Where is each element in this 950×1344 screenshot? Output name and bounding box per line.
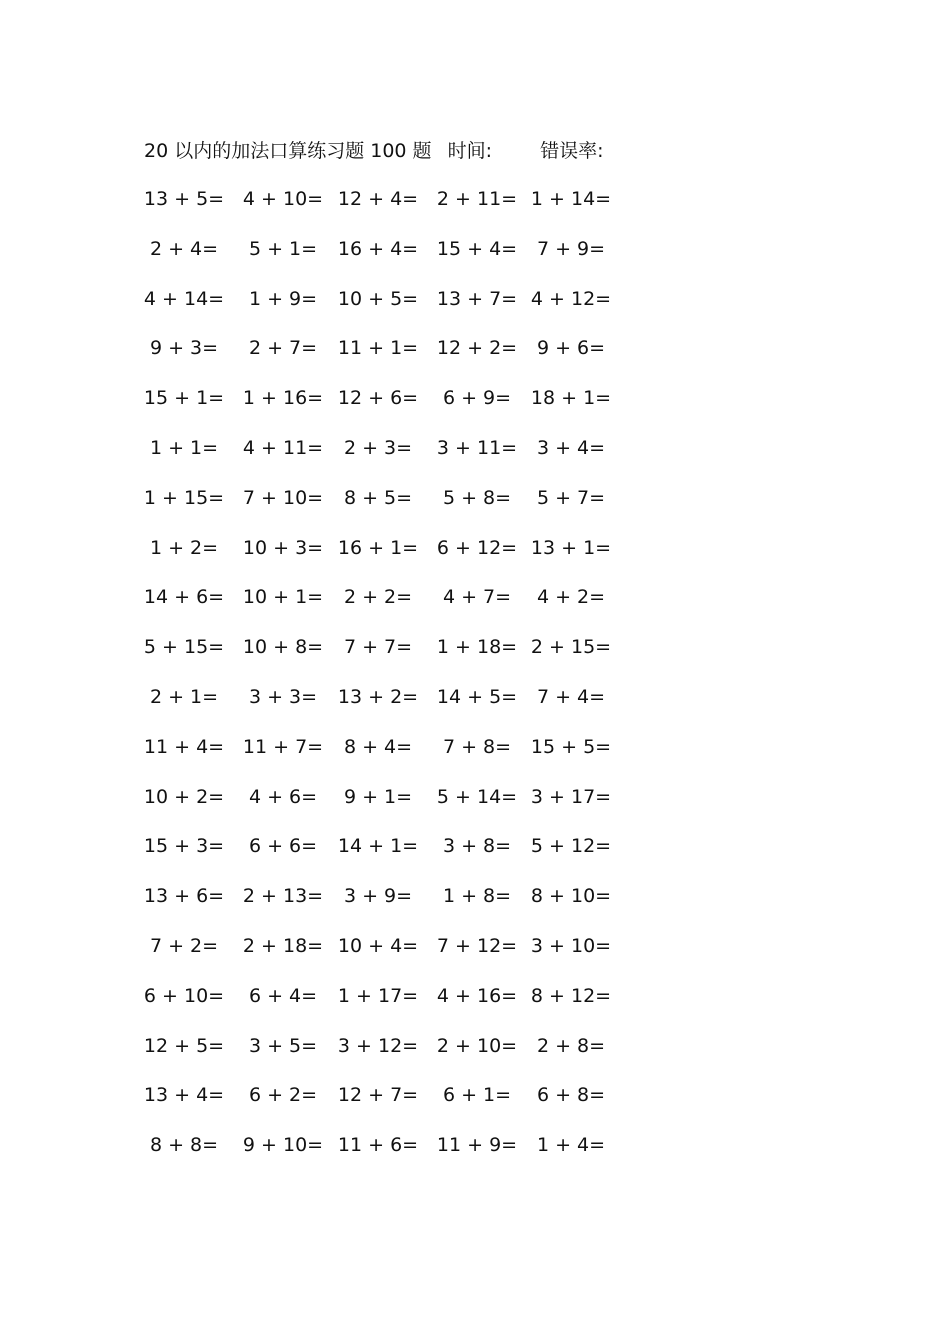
problem-cell: 15 + 3= bbox=[143, 835, 225, 858]
problem-cell: 4 + 7= bbox=[442, 586, 512, 609]
problem-cell: 1 + 17= bbox=[337, 984, 419, 1007]
problem-row bbox=[130, 831, 650, 881]
problem-cell: 10 + 1= bbox=[242, 586, 324, 609]
problem-cell: 1 + 1= bbox=[149, 436, 219, 459]
problem-cell: 9 + 3= bbox=[149, 337, 219, 360]
problem-cell: 7 + 2= bbox=[149, 934, 219, 957]
problem-row bbox=[130, 1080, 650, 1130]
problem-row bbox=[130, 483, 650, 533]
problem-cell: 7 + 8= bbox=[442, 735, 512, 758]
problem-cell: 1 + 14= bbox=[530, 188, 612, 210]
problem-cell: 12 + 2= bbox=[436, 337, 518, 360]
problem-row bbox=[130, 284, 650, 334]
problem-cell: 1 + 4= bbox=[536, 1134, 606, 1157]
problem-cell: 14 + 6= bbox=[143, 586, 225, 609]
problem-cell: 3 + 10= bbox=[530, 934, 612, 957]
problem-cell: 2 + 4= bbox=[149, 237, 219, 260]
problem-cell: 4 + 10= bbox=[242, 188, 324, 210]
problem-cell: 2 + 7= bbox=[248, 337, 318, 360]
problem-row bbox=[130, 1130, 650, 1180]
error-rate-label: 错误率: bbox=[540, 140, 604, 162]
problem-row bbox=[130, 1031, 650, 1081]
problem-cell: 6 + 9= bbox=[442, 387, 512, 410]
problem-row bbox=[130, 981, 650, 1031]
problem-cell: 10 + 2= bbox=[143, 785, 225, 808]
problem-cell: 3 + 12= bbox=[337, 1034, 419, 1057]
problem-cell: 5 + 1= bbox=[248, 237, 318, 260]
problem-cell: 2 + 2= bbox=[343, 586, 413, 609]
problem-cell: 16 + 1= bbox=[337, 536, 419, 559]
problem-row bbox=[130, 732, 650, 782]
problem-cell: 2 + 15= bbox=[530, 636, 612, 659]
problem-row bbox=[130, 682, 650, 732]
problem-cell: 9 + 6= bbox=[536, 337, 606, 360]
problem-cell: 16 + 4= bbox=[337, 237, 419, 260]
problem-cell: 11 + 9= bbox=[436, 1134, 518, 1157]
problem-cell: 1 + 8= bbox=[442, 885, 512, 908]
problem-cell: 8 + 4= bbox=[343, 735, 413, 758]
problem-row bbox=[130, 383, 650, 433]
worksheet-header bbox=[144, 138, 603, 164]
problem-cell: 12 + 4= bbox=[337, 188, 419, 210]
problem-cell: 8 + 5= bbox=[343, 486, 413, 509]
problem-cell: 13 + 7= bbox=[436, 287, 518, 310]
problem-cell: 12 + 6= bbox=[337, 387, 419, 410]
problem-row bbox=[130, 184, 650, 234]
problem-cell: 6 + 6= bbox=[248, 835, 318, 858]
problem-cell: 1 + 16= bbox=[242, 387, 324, 410]
problem-cell: 13 + 1= bbox=[530, 536, 612, 559]
problem-cell: 4 + 16= bbox=[436, 984, 518, 1007]
problem-cell: 10 + 5= bbox=[337, 287, 419, 310]
problem-row bbox=[130, 234, 650, 284]
problem-cell: 3 + 5= bbox=[248, 1034, 318, 1057]
problem-cell: 15 + 4= bbox=[436, 237, 518, 260]
problem-cell: 4 + 6= bbox=[248, 785, 318, 808]
problem-cell: 4 + 11= bbox=[242, 436, 324, 459]
problem-cell: 7 + 7= bbox=[343, 636, 413, 659]
problem-cell: 5 + 14= bbox=[436, 785, 518, 808]
problem-cell: 13 + 4= bbox=[143, 1084, 225, 1107]
problem-row bbox=[130, 782, 650, 832]
problem-cell: 2 + 11= bbox=[436, 188, 518, 210]
problem-cell: 6 + 4= bbox=[248, 984, 318, 1007]
problem-cell: 12 + 5= bbox=[143, 1034, 225, 1057]
problem-cell: 11 + 7= bbox=[242, 735, 324, 758]
problem-cell: 11 + 6= bbox=[337, 1134, 419, 1157]
time-label: 时间: bbox=[447, 140, 493, 162]
problem-cell: 18 + 1= bbox=[530, 387, 612, 410]
problem-cell: 6 + 2= bbox=[248, 1084, 318, 1107]
problem-cell: 3 + 4= bbox=[536, 436, 606, 459]
problem-cell: 4 + 12= bbox=[530, 287, 612, 310]
problem-row bbox=[130, 333, 650, 383]
problem-cell: 7 + 10= bbox=[242, 486, 324, 509]
problem-cell: 6 + 8= bbox=[536, 1084, 606, 1107]
problem-cell: 7 + 12= bbox=[436, 934, 518, 957]
problem-row bbox=[130, 931, 650, 981]
problem-cell: 11 + 1= bbox=[337, 337, 419, 360]
problem-row bbox=[130, 881, 650, 931]
problem-row bbox=[130, 433, 650, 483]
problem-cell: 3 + 8= bbox=[442, 835, 512, 858]
problem-cell: 11 + 4= bbox=[143, 735, 225, 758]
problem-cell: 2 + 18= bbox=[242, 934, 324, 957]
problem-grid bbox=[130, 184, 650, 1180]
problem-cell: 13 + 5= bbox=[143, 188, 225, 210]
problem-cell: 1 + 2= bbox=[149, 536, 219, 559]
problem-cell: 14 + 1= bbox=[337, 835, 419, 858]
problem-cell: 2 + 3= bbox=[343, 436, 413, 459]
problem-cell: 5 + 15= bbox=[143, 636, 225, 659]
problem-cell: 6 + 10= bbox=[143, 984, 225, 1007]
problem-cell: 2 + 10= bbox=[436, 1034, 518, 1057]
problem-row bbox=[130, 582, 650, 632]
problem-cell: 8 + 12= bbox=[530, 984, 612, 1007]
problem-cell: 3 + 9= bbox=[343, 885, 413, 908]
problem-row bbox=[130, 533, 650, 583]
problem-cell: 12 + 7= bbox=[337, 1084, 419, 1107]
problem-cell: 4 + 14= bbox=[143, 287, 225, 310]
problem-cell: 8 + 8= bbox=[149, 1134, 219, 1157]
worksheet-title: 20 以内的加法口算练习题 100 题 bbox=[144, 140, 432, 162]
problem-cell: 10 + 4= bbox=[337, 934, 419, 957]
problem-cell: 1 + 9= bbox=[248, 287, 318, 310]
problem-cell: 2 + 1= bbox=[149, 685, 219, 708]
problem-cell: 6 + 12= bbox=[436, 536, 518, 559]
problem-cell: 13 + 6= bbox=[143, 885, 225, 908]
problem-cell: 6 + 1= bbox=[442, 1084, 512, 1107]
problem-row bbox=[130, 632, 650, 682]
problem-cell: 13 + 2= bbox=[337, 685, 419, 708]
problem-cell: 15 + 1= bbox=[143, 387, 225, 410]
problem-cell: 3 + 3= bbox=[248, 685, 318, 708]
problem-cell: 9 + 1= bbox=[343, 785, 413, 808]
problem-cell: 10 + 8= bbox=[242, 636, 324, 659]
problem-cell: 3 + 17= bbox=[530, 785, 612, 808]
problem-cell: 1 + 18= bbox=[436, 636, 518, 659]
problem-cell: 4 + 2= bbox=[536, 586, 606, 609]
problem-cell: 7 + 9= bbox=[536, 237, 606, 260]
problem-cell: 2 + 8= bbox=[536, 1034, 606, 1057]
problem-cell: 10 + 3= bbox=[242, 536, 324, 559]
problem-cell: 5 + 8= bbox=[442, 486, 512, 509]
problem-cell: 1 + 15= bbox=[143, 486, 225, 509]
problem-cell: 5 + 7= bbox=[536, 486, 606, 509]
problem-cell: 14 + 5= bbox=[436, 685, 518, 708]
problem-cell: 8 + 10= bbox=[530, 885, 612, 908]
problem-cell: 3 + 11= bbox=[436, 436, 518, 459]
problem-cell: 9 + 10= bbox=[242, 1134, 324, 1157]
problem-cell: 5 + 12= bbox=[530, 835, 612, 858]
problem-cell: 2 + 13= bbox=[242, 885, 324, 908]
problem-cell: 7 + 4= bbox=[536, 685, 606, 708]
problem-cell: 15 + 5= bbox=[530, 735, 612, 758]
